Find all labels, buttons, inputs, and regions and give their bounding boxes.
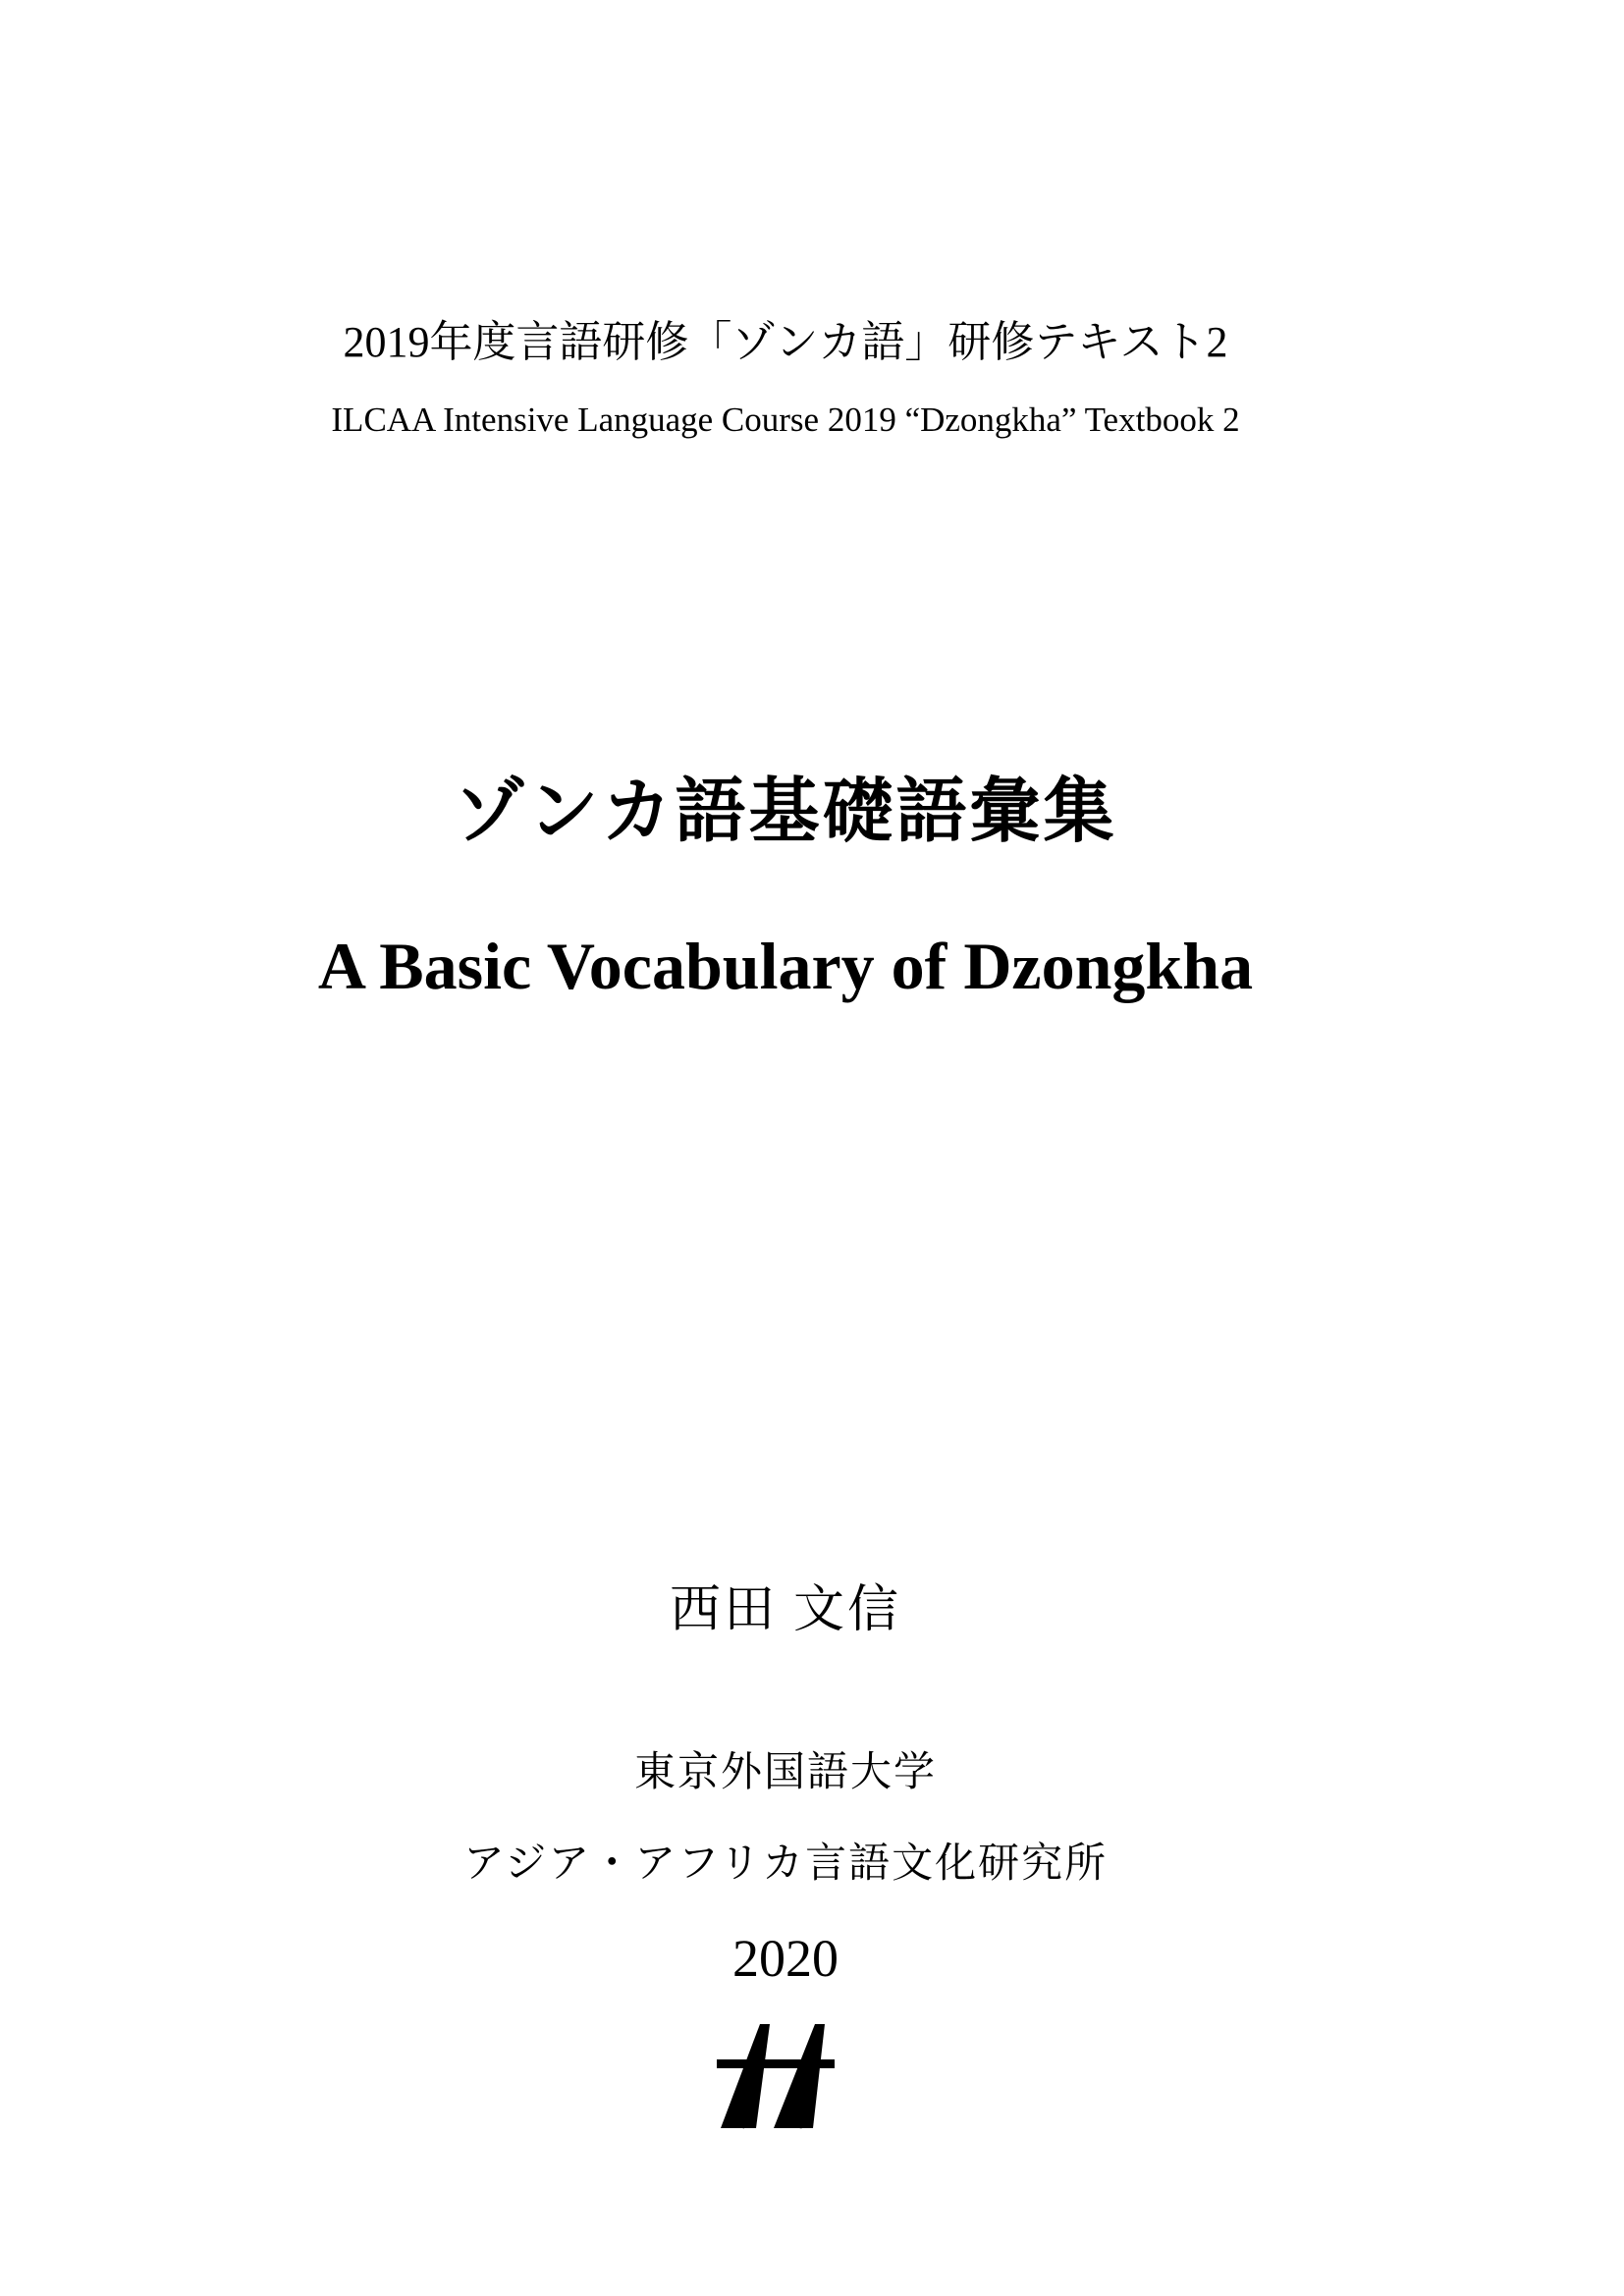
publication-year: 2020 [732, 1929, 839, 1988]
course-subtitle-japanese: 2019年度言語研修「ゾンカ語」研修テキスト2 [343, 318, 1228, 366]
book-title-japanese: ゾンカ語基礎語彙集 [454, 770, 1117, 852]
publisher-institute: アジア・アフリカ言語文化研究所 [462, 1842, 1109, 1887]
course-subtitle-english: ILCAA Intensive Language Course 2019 “Dzongkha” Textbook 2 [331, 400, 1240, 439]
ilcaa-logo-icon [717, 2020, 854, 2133]
publisher-university: 東京外国語大学 [633, 1750, 937, 1795]
author-name: 西田 文信 [669, 1582, 901, 1638]
book-title-english: A Basic Vocabulary of Dzongkha [317, 929, 1254, 1003]
